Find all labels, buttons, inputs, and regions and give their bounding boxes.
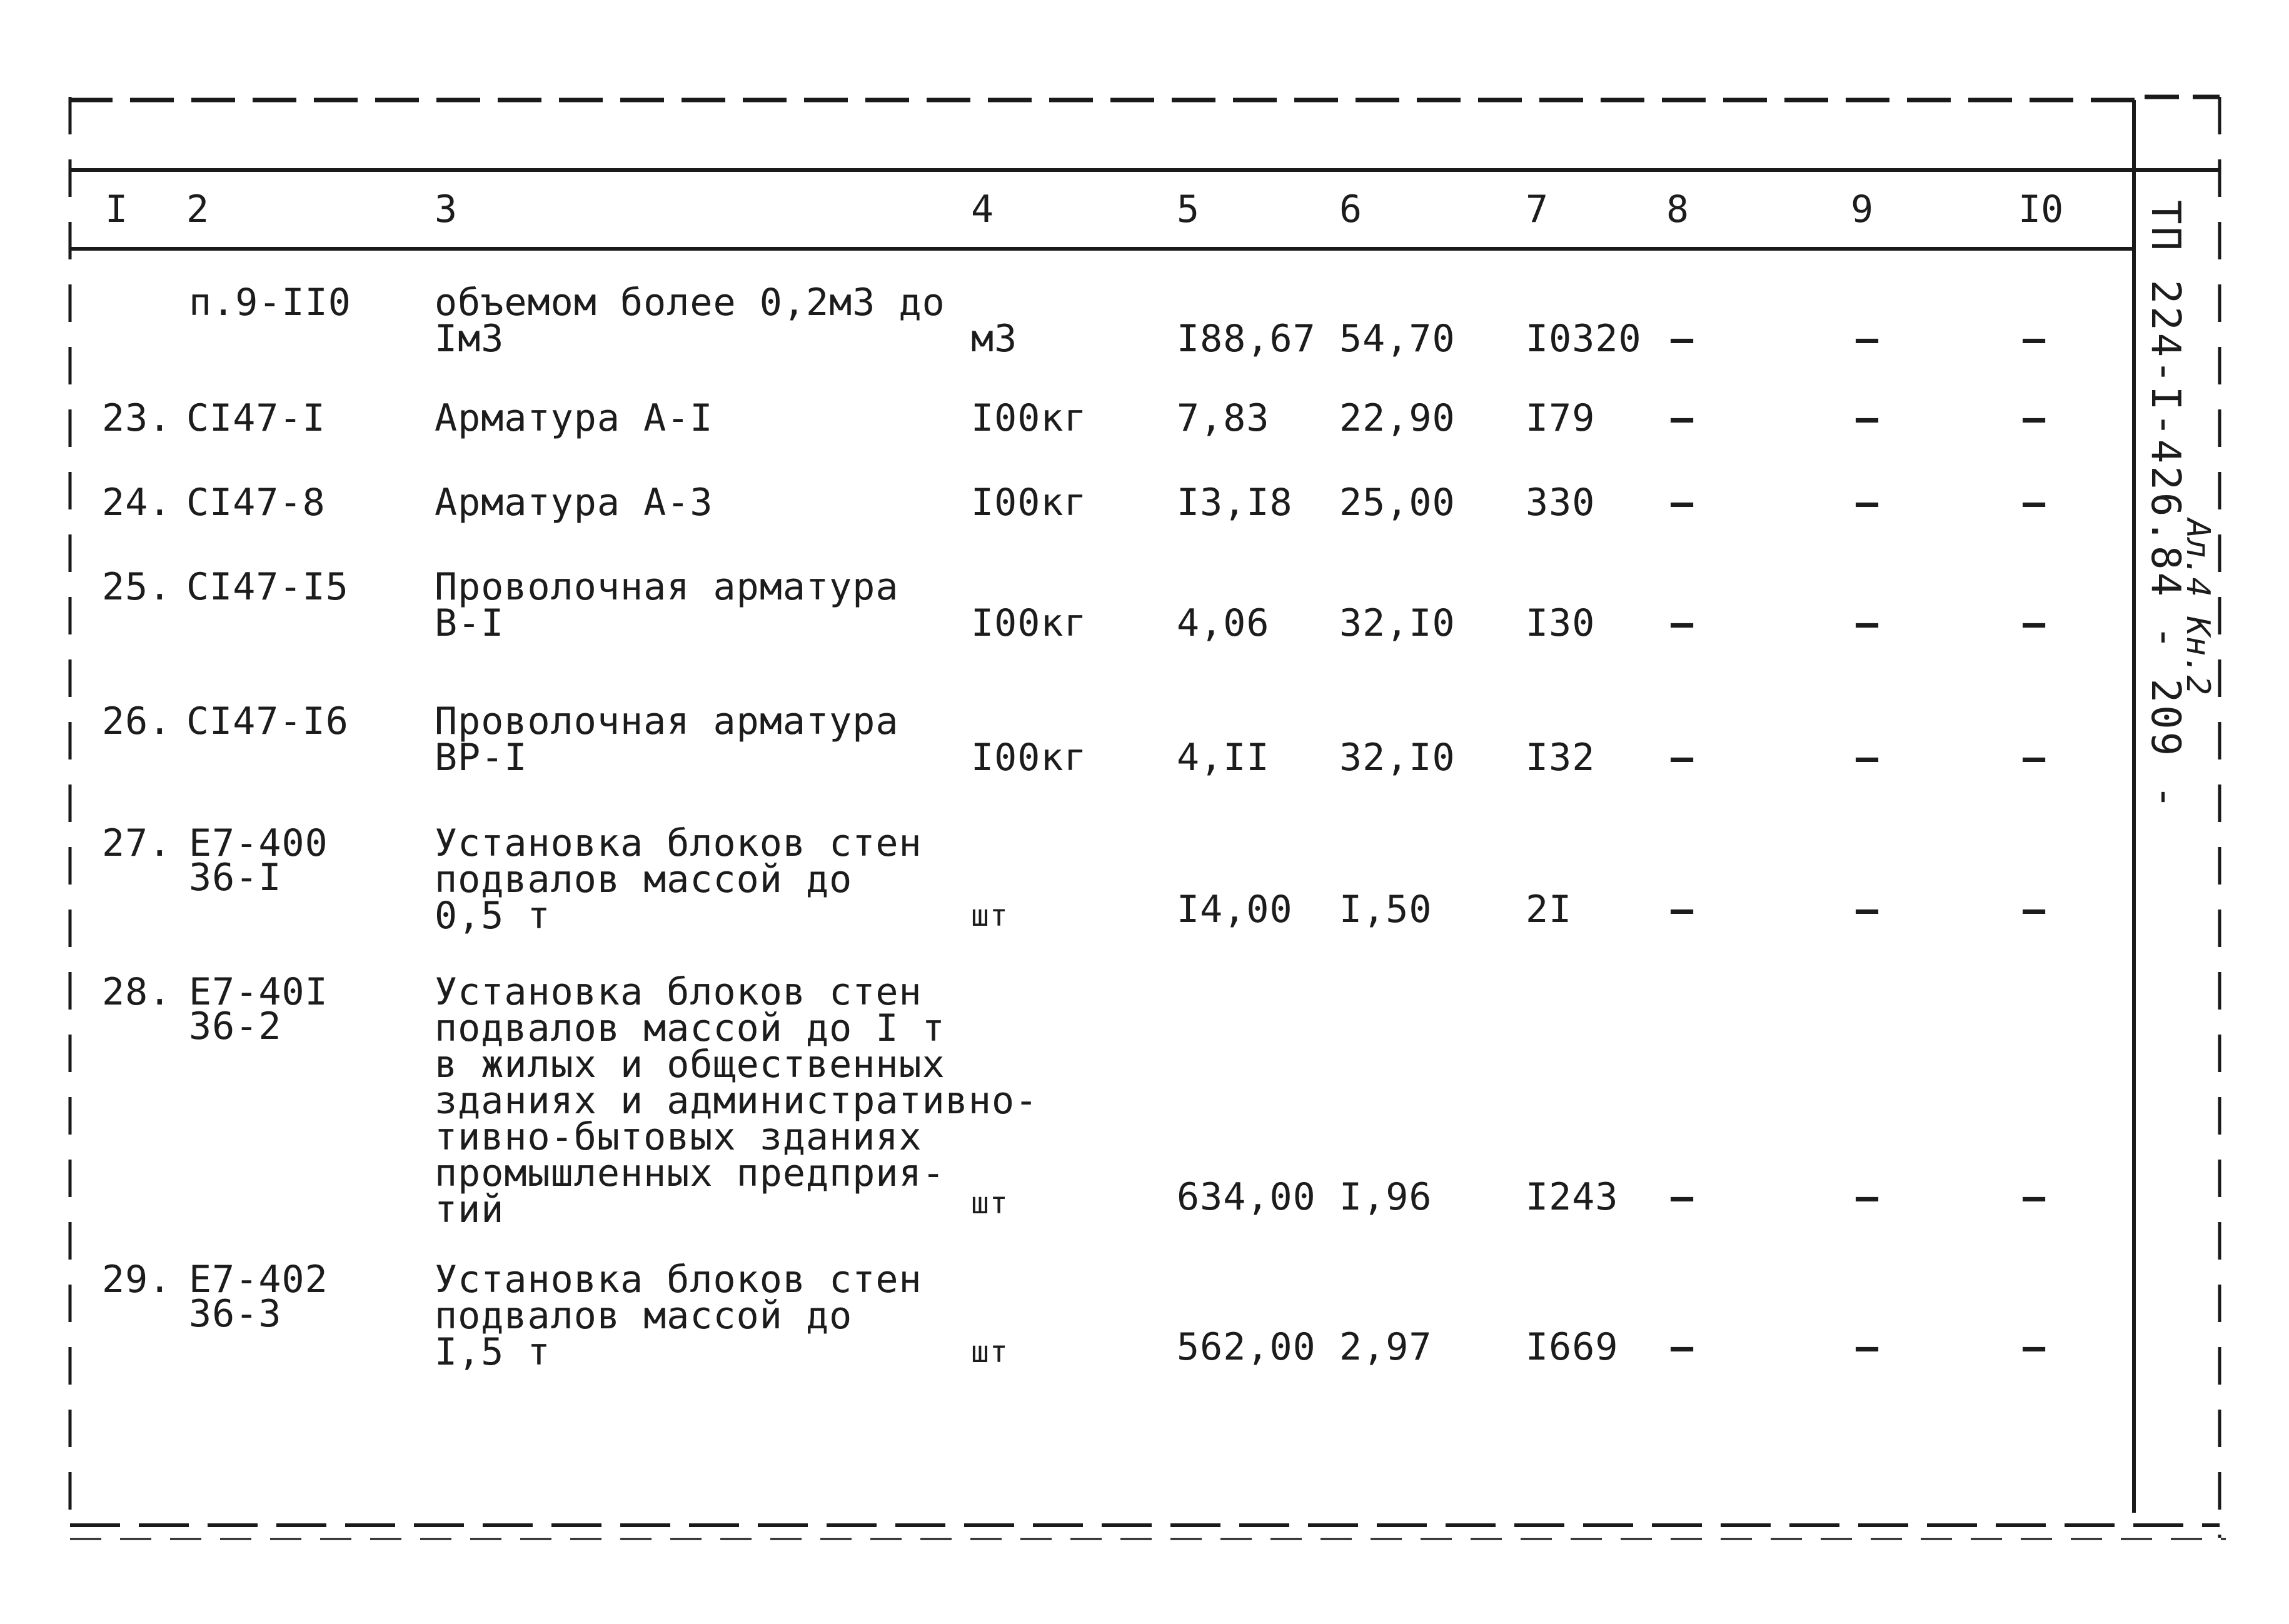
row-desc: Проволочная арматура xyxy=(435,565,899,609)
row-c9: – xyxy=(1856,317,1879,361)
row-desc: 0,5 т xyxy=(435,894,551,938)
row-desc: Установка блоков стен xyxy=(435,821,922,865)
row-c8: – xyxy=(1671,736,1694,779)
row-c8: – xyxy=(1671,1325,1694,1369)
row-unit: I00кг xyxy=(971,736,1087,779)
row-c10: – xyxy=(2023,1175,2046,1219)
row-num: 26. xyxy=(102,699,172,743)
row-unit: шт xyxy=(971,898,1009,933)
row-unit: шт xyxy=(971,1335,1009,1370)
row-c8: – xyxy=(1671,888,1694,931)
row-c8: – xyxy=(1671,601,1694,645)
row-desc: в жилых и общественных xyxy=(435,1043,945,1086)
row-c5: 7,83 xyxy=(1177,396,1270,440)
row-code: 36-2 xyxy=(189,1005,282,1048)
header-col-2: 2 xyxy=(186,188,209,231)
row-code: CI47-I6 xyxy=(186,699,349,743)
row-c7: I32 xyxy=(1526,736,1596,779)
row-desc: подвалов массой до xyxy=(435,858,853,901)
row-c5: 4,II xyxy=(1177,736,1270,779)
row-num: 28. xyxy=(102,970,172,1014)
row-code: E7-40I xyxy=(189,970,328,1014)
row-code: E7-400 xyxy=(189,821,328,865)
row-desc: Установка блоков стен xyxy=(435,970,922,1014)
row-desc: Арматура А-I xyxy=(435,396,713,440)
row-desc: I,5 т xyxy=(435,1330,551,1374)
row-c6: 2,97 xyxy=(1339,1325,1432,1369)
row-c9: – xyxy=(1856,396,1879,440)
row-desc: подвалов массой до I т xyxy=(435,1006,945,1050)
row-c5: I3,I8 xyxy=(1177,481,1293,524)
header-col-10: I0 xyxy=(2018,188,2064,231)
row-c7: I30 xyxy=(1526,601,1596,645)
row-c5: 634,00 xyxy=(1177,1175,1316,1219)
row-c6: 32,I0 xyxy=(1339,601,1456,645)
row-num: 23. xyxy=(102,396,172,440)
row-c9: – xyxy=(1856,888,1879,931)
page-number: - 209 - xyxy=(2142,625,2188,812)
row-c7: I243 xyxy=(1526,1175,1619,1219)
row-desc: зданиях и административно- xyxy=(435,1079,1039,1123)
row-c10: – xyxy=(2023,601,2046,645)
header-col-7: 7 xyxy=(1526,188,1549,231)
row-num: 25. xyxy=(102,565,172,609)
row-code: 36-3 xyxy=(189,1292,282,1336)
row-code: E7-402 xyxy=(189,1258,328,1301)
row-desc: Установка блоков стен xyxy=(435,1258,922,1301)
header-col-6: 6 xyxy=(1339,188,1362,231)
row-desc: тий xyxy=(435,1188,505,1231)
row-num: 27. xyxy=(102,821,172,865)
row-c9: – xyxy=(1856,1175,1879,1219)
row-c7: 330 xyxy=(1526,481,1596,524)
row-c10: – xyxy=(2023,736,2046,779)
side-stamp: Ал.4 Кн.2 xyxy=(2179,519,2216,695)
row-c8: – xyxy=(1671,396,1694,440)
row-c7: I0320 xyxy=(1526,317,1642,361)
row-c9: – xyxy=(1856,481,1879,524)
row-c10: – xyxy=(2023,396,2046,440)
row-unit: I00кг xyxy=(971,481,1087,524)
header-col-3: 3 xyxy=(435,188,458,231)
row-c6: 22,90 xyxy=(1339,396,1456,440)
row-c8: – xyxy=(1671,317,1694,361)
header-col-9: 9 xyxy=(1851,188,1874,231)
row-unit: I00кг xyxy=(971,396,1087,440)
row-c9: – xyxy=(1856,736,1879,779)
row-desc: тивно-бытовых зданиях xyxy=(435,1115,922,1159)
row-code: п.9-II0 xyxy=(189,281,351,324)
row-c5: 562,00 xyxy=(1177,1325,1316,1369)
row-c9: – xyxy=(1856,1325,1879,1369)
row-code: CI47-8 xyxy=(186,481,326,524)
row-c10: – xyxy=(2023,1325,2046,1369)
header-col-8: 8 xyxy=(1666,188,1689,231)
row-c7: 2I xyxy=(1526,888,1572,931)
header-col-5: 5 xyxy=(1177,188,1200,231)
side-doc-code xyxy=(2142,200,2188,812)
row-desc: подвалов массой до xyxy=(435,1294,853,1338)
row-desc: ВР-I xyxy=(435,736,528,779)
row-num: 29. xyxy=(102,1258,172,1301)
header-col-1: I xyxy=(105,188,128,231)
row-unit: шт xyxy=(971,1186,1009,1221)
row-desc: Арматура А-3 xyxy=(435,481,713,524)
row-c6: 54,70 xyxy=(1339,317,1456,361)
row-desc: В-I xyxy=(435,601,505,645)
row-c10: – xyxy=(2023,888,2046,931)
row-unit: I00кг xyxy=(971,601,1087,645)
row-desc: промышленных предприя- xyxy=(435,1151,945,1195)
row-c10: – xyxy=(2023,317,2046,361)
row-c6: I,50 xyxy=(1339,888,1432,931)
doc-code: ТП 224-I-426.84 xyxy=(2142,200,2188,599)
row-c6: 25,00 xyxy=(1339,481,1456,524)
row-code: CI47-I5 xyxy=(186,565,349,609)
row-c5: I4,00 xyxy=(1177,888,1293,931)
row-c7: I79 xyxy=(1526,396,1596,440)
row-c6: 32,I0 xyxy=(1339,736,1456,779)
row-c5: I88,67 xyxy=(1177,317,1316,361)
row-num: 24. xyxy=(102,481,172,524)
row-c10: – xyxy=(2023,481,2046,524)
row-c9: – xyxy=(1856,601,1879,645)
row-c7: I669 xyxy=(1526,1325,1619,1369)
row-desc: объемом более 0,2м3 до xyxy=(435,281,945,324)
row-c8: – xyxy=(1671,481,1694,524)
row-desc: Iм3 xyxy=(435,317,505,361)
header-col-4: 4 xyxy=(971,188,994,231)
row-c5: 4,06 xyxy=(1177,601,1270,645)
row-code: CI47-I xyxy=(186,396,326,440)
row-unit: м3 xyxy=(971,317,1018,361)
row-c8: – xyxy=(1671,1175,1694,1219)
row-code: 36-I xyxy=(189,856,282,900)
row-c6: I,96 xyxy=(1339,1175,1432,1219)
row-desc: Проволочная арматура xyxy=(435,699,899,743)
